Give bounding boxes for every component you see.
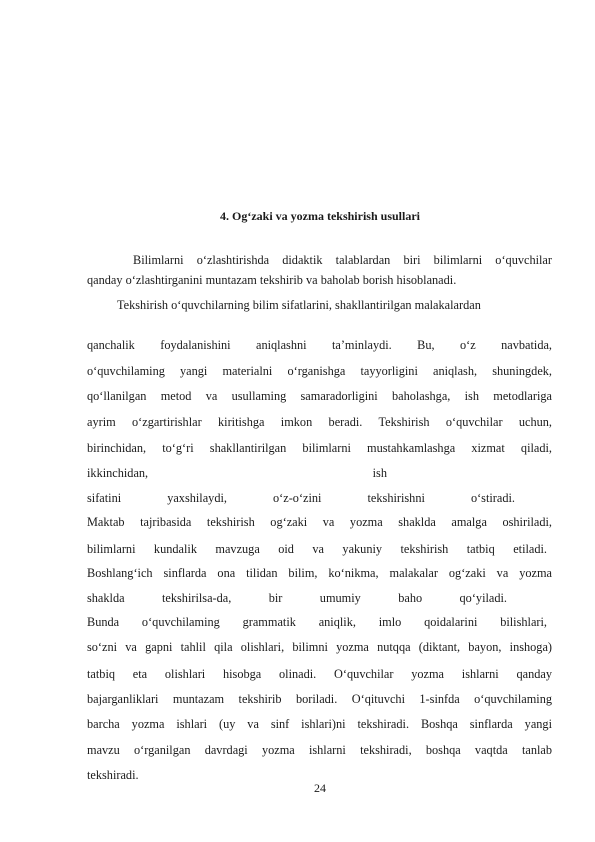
- paragraph-line: tekshiradi.: [87, 768, 139, 782]
- paragraph-line: bilimlarni kundalik mavzuga oid va yakuniy tekshirish tatbiq etiladi.: [87, 542, 547, 556]
- paragraph-line: Bilimlarni o‘zlashtirishda didaktik talablardan biri bilimlarni o‘quvchilar: [133, 253, 552, 267]
- paragraph-line: Tekshirish o‘quvchilarning bilim sifatlarini, shakllantirilgan malakalardan: [117, 298, 481, 312]
- paragraph-line: o‘quvchilaming yangi materialni o‘rganishga tayyorligini aniqlash, shuningdek,: [87, 364, 552, 378]
- paragraph-line: bajarganliklari muntazam tekshirib boriladi. O‘qituvchi 1-sinfda o‘quvchilaming: [87, 692, 552, 706]
- section-heading: 4. Og‘zaki va yozma tekshirish usullari: [219, 209, 420, 223]
- paragraph-line: tatbiq eta olishlari hisobga olinadi. O‘quvchilar yozma ishlarni qanday: [87, 667, 552, 681]
- paragraph-line: shaklda tekshirilsa-da, bir umumiy baho qo‘yiladi.: [87, 591, 507, 605]
- paragraph-line: Bunda o‘quvchilaming grammatik aniqlik, imlo qoidalarini bilishlari,: [87, 615, 547, 629]
- paragraph-line: ayrim o‘zgartirishlar kiritishga imkon beradi. Tekshirish o‘quvchilar uchun,: [87, 415, 552, 429]
- paragraph-line: birinchidan, to‘g‘ri shakllantirilgan bilimlarni mustahkamlashga xizmat qiladi,: [87, 441, 552, 455]
- paragraph-line: qo‘llanilgan metod va usullaming samaradorligini baholashga, ish metodlariga: [87, 389, 552, 403]
- paragraph-line: barcha yozma ishlari (uy va sinf ishlari)ni tekshiradi. Boshqa sinflarda yangi: [87, 717, 552, 731]
- paragraph-line: ikkinchidan, ish: [87, 466, 387, 480]
- paragraph-line: mavzu o‘rganilgan davrdagi yozma ishlarni tekshiradi, boshqa vaqtda tanlab: [87, 743, 552, 757]
- paragraph-line: so‘zni va gapni tahlil qila olishlari, bilimni yozma nutqqa (diktant, bayon, inshoga): [87, 640, 552, 654]
- paragraph-line: Maktab tajribasida tekshirish og‘zaki va yozma shaklda amalga oshiriladi,: [87, 515, 552, 529]
- paragraph-line: Boshlang‘ich sinflarda ona tilidan bilim, ko‘nikma, malakalar og‘zaki va yozma: [87, 566, 552, 580]
- paragraph-line: sifatini yaxshilaydi, o‘z-o‘zini tekshirishni o‘stiradi.: [87, 491, 515, 505]
- page-number: 24: [314, 781, 326, 795]
- paragraph-line: qanday o‘zlashtirganini muntazam tekshirib va baholab borish hisoblanadi.: [87, 273, 457, 287]
- paragraph-line: qanchalik foydalanishini aniqlashni ta’minlaydi. Bu, o‘z navbatida,: [87, 338, 552, 352]
